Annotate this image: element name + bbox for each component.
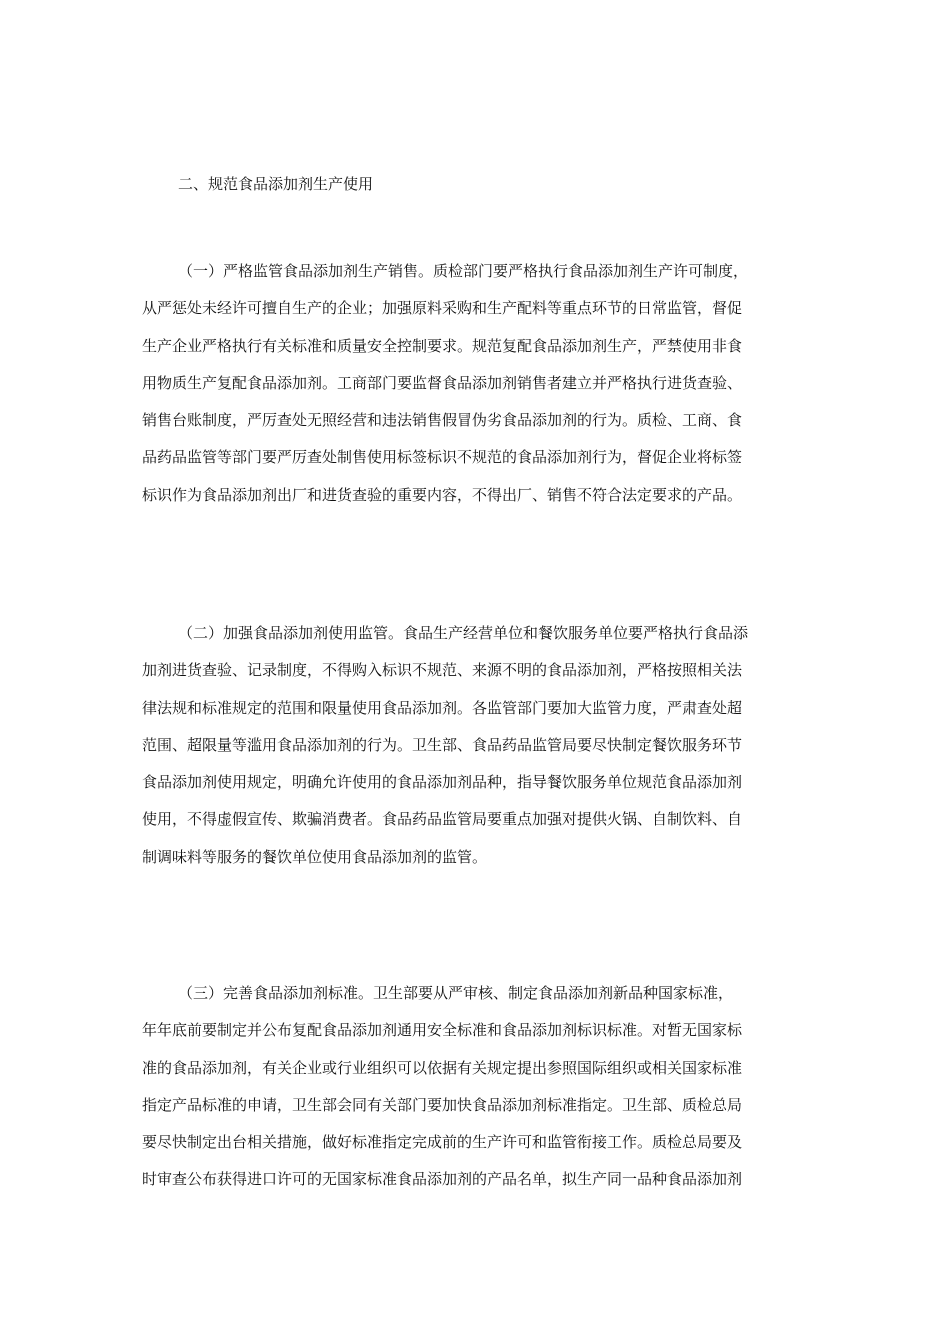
- paragraph-line: 要尽快制定出台相关措施，做好标准指定完成前的生产许可和监管衔接工作。质检总局要及: [142, 1133, 743, 1152]
- paragraph-line: 生产企业严格执行有关标准和质量安全控制要求。规范复配食品添加剂生产，严禁使用非食: [142, 336, 743, 355]
- paragraph-line: 食品添加剂使用规定，明确允许使用的食品添加剂品种，指导餐饮服务单位规范食品添加剂: [142, 773, 743, 792]
- paragraph-line: 指定产品标准的申请，卫生部会同有关部门要加快食品添加剂标准指定。卫生部、质检总局: [142, 1095, 743, 1114]
- paragraph-line: （三）完善食品添加剂标准。卫生部要从严审核、制定食品添加剂新品种国家标准，: [178, 984, 734, 1002]
- paragraph-line: 加剂进货查验、记录制度，不得购入标识不规范、来源不明的食品添加剂，严格按照相关法: [142, 661, 743, 680]
- paragraph-line: 年年底前要制定并公布复配食品添加剂通用安全标准和食品添加剂标识标准。对暂无国家标: [142, 1021, 743, 1040]
- paragraph-1: [142, 253, 812, 514]
- paragraph-3: [142, 975, 812, 1199]
- paragraph-line: 用物质生产复配食品添加剂。工商部门要监督食品添加剂销售者建立并严格执行进货查验、: [142, 373, 743, 392]
- paragraph-line: 律法规和标准规定的范围和限量使用食品添加剂。各监管部门要加大监管力度，严肃查处超: [142, 698, 743, 717]
- paragraph-line: 标识作为食品添加剂出厂和进货查验的重要内容，不得出厂、销售不符合法定要求的产品。: [142, 485, 743, 504]
- paragraph-line: 使用，不得虚假宣传、欺骗消费者。食品药品监管局要重点加强对提供火锅、自制饮料、自: [142, 810, 743, 829]
- paragraph-line: 制调味料等服务的餐饮单位使用食品添加剂的监管。: [142, 847, 488, 866]
- paragraph-line: 范围、超限量等滥用食品添加剂的行为。卫生部、食品药品监管局要尽快制定餐饮服务环节: [142, 735, 743, 754]
- paragraph-line: （一）严格监管食品添加剂生产销售。质检部门要严格执行食品添加剂生产许可制度，: [178, 262, 749, 280]
- section-heading: 二、规范食品添加剂生产使用: [178, 175, 374, 193]
- paragraph-line: （二）加强食品添加剂使用监管。食品生产经营单位和餐饮服务单位要严格执行食品添: [178, 624, 749, 642]
- paragraph-line: 品药品监管等部门要严厉查处制售使用标签标识不规范的食品添加剂行为，督促企业将标签: [142, 448, 743, 467]
- paragraph-2: [142, 615, 812, 876]
- paragraph-line: 从严惩处未经许可擅自生产的企业；加强原料采购和生产配料等重点环节的日常监管，督促: [142, 299, 743, 318]
- paragraph-line: 时审查公布获得进口许可的无国家标准食品添加剂的产品名单，拟生产同一品种食品添加剂: [142, 1170, 743, 1189]
- paragraph-line: 准的食品添加剂，有关企业或行业组织可以依据有关规定提出参照国际组织或相关国家标准: [142, 1058, 743, 1077]
- paragraph-line: 销售台账制度，严厉查处无照经营和违法销售假冒伪劣食品添加剂的行为。质检、工商、食: [142, 411, 743, 430]
